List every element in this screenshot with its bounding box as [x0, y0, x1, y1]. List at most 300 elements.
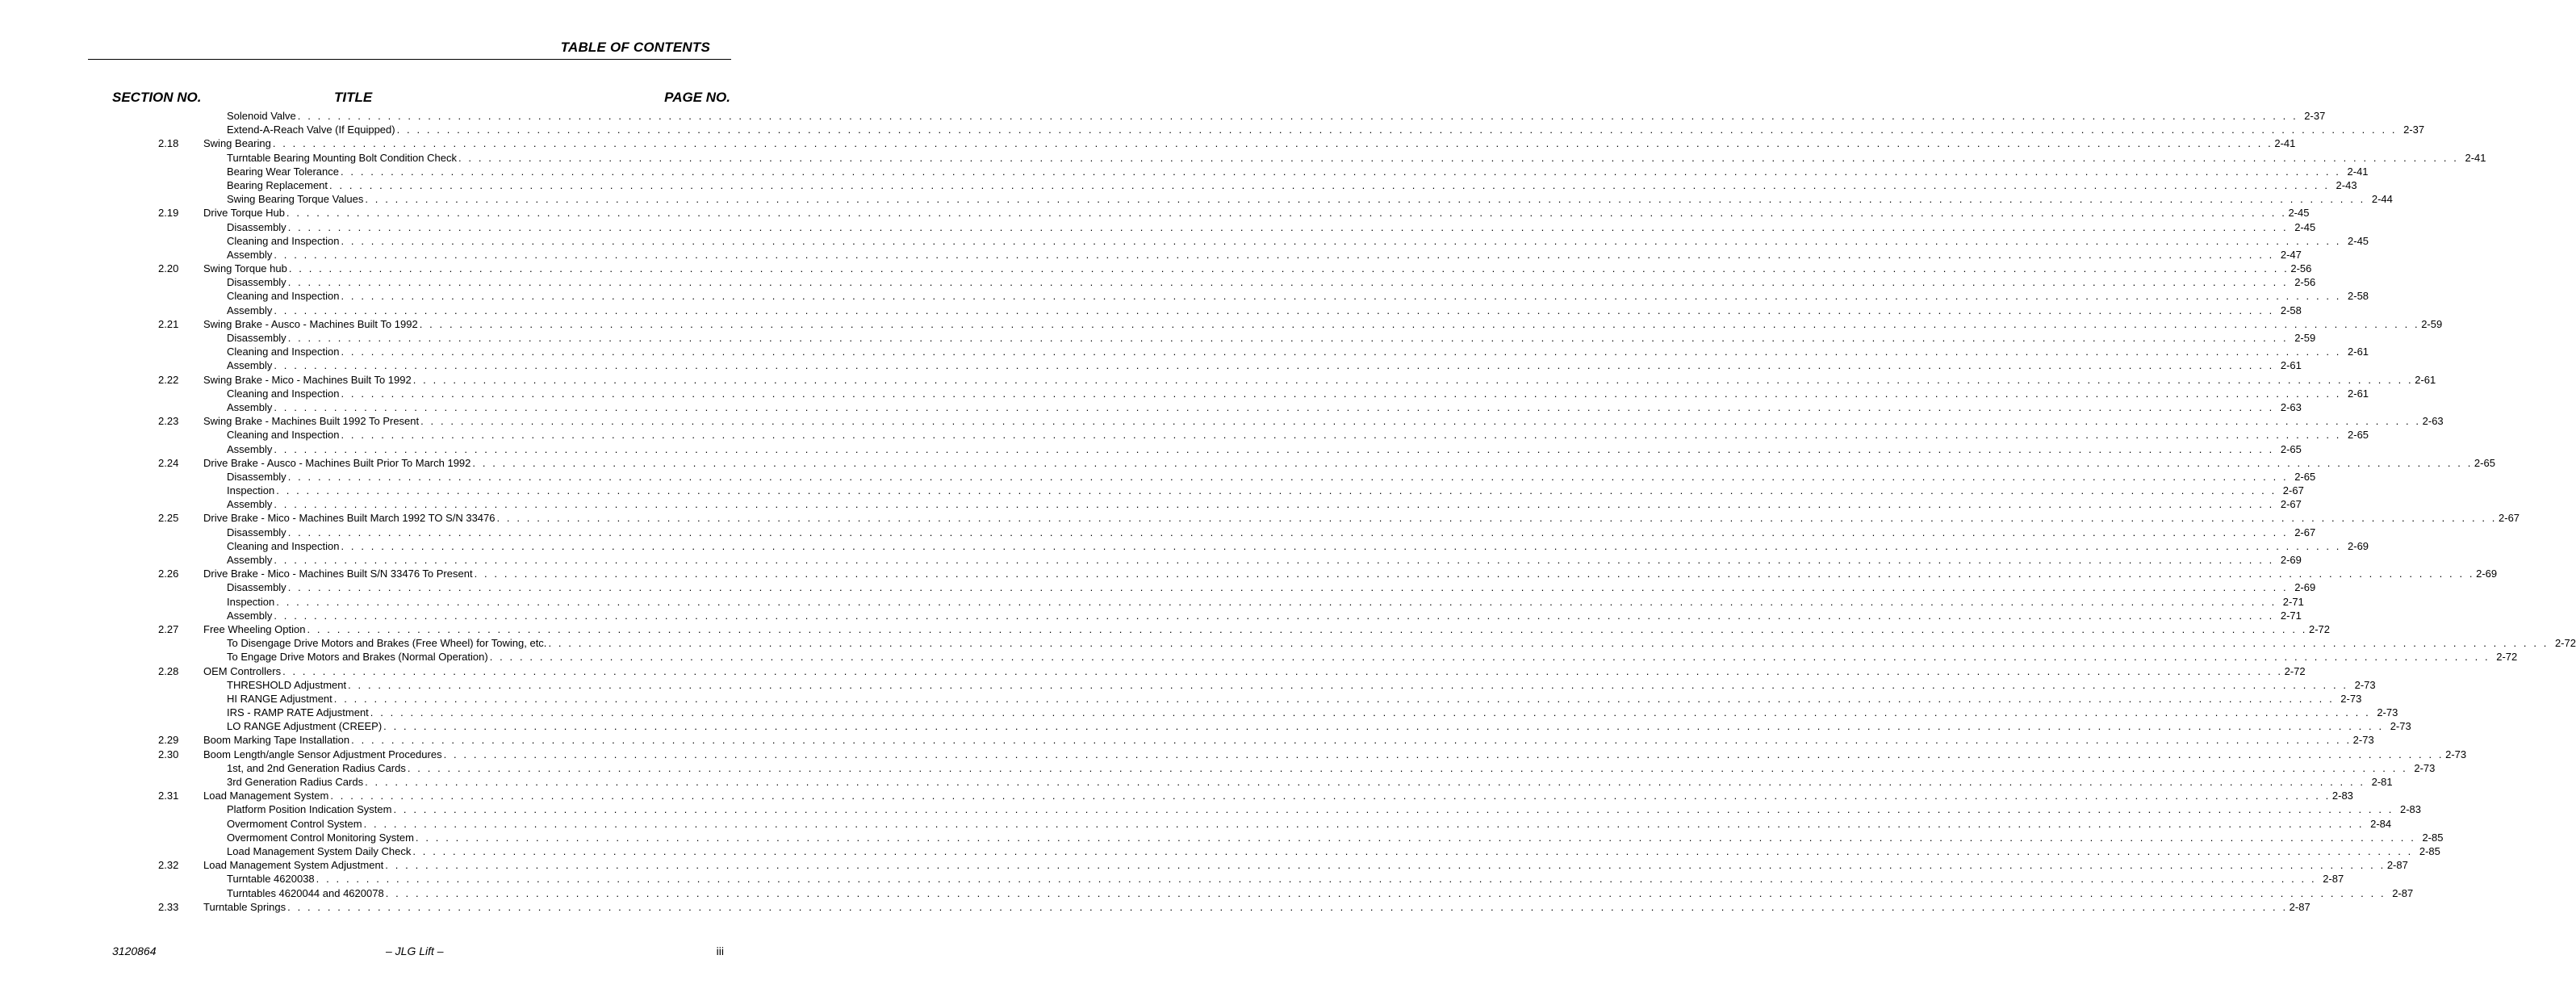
toc-entry[interactable] — [0, 358, 2302, 372]
toc-entry-title: Cleaning and Inspection — [227, 234, 340, 247]
toc-entry[interactable] — [0, 109, 2326, 123]
toc-page-number: 2-87 — [2289, 900, 2310, 913]
toc-section-number: 2.27 — [158, 622, 179, 635]
toc-entry-title: Swing Bearing Torque Values — [227, 193, 364, 206]
dot-leader: . . . . . . . . . . . . . . . . . . . . . . . . . . . . . . . . . . . . . . . . . . . . . . . . . . . . . . . . . . . . . . . . . . . . . . . . . . . . . . . . . . . . . . . . . . . . . . . . . . . . . . . . . . . . . . . . . . . . . . . . . . . . . . . . . . . . . . . . . . . . . . . . . . . . . . . . . . . . . . . . . . . . . . . . . . . . . . . . . . . . . . . . . . . . . . . . . . . . . . . . — [548, 637, 2549, 650]
dot-leader: . . . . . . . . . . . . . . . . . . . . . . . . . . . . . . . . . . . . . . . . . . . . . . . . . . . . . . . . . . . . . . . . . . . . . . . . . . . . . . . . . . . . . . . . . . . . . . . . . . . . . . . . . . . . . . . . . . . . . . . . . . . . . . . . . . . . . . . . . . . . . . . . . . . . . . . . . . . . . . . . . . . . . . . . . . . . . . . . . . . . . . . . . . . . . . . . . . . . . . . . — [274, 248, 2274, 261]
toc-entry-line — [203, 622, 2330, 636]
toc-entry-line — [227, 580, 2316, 594]
toc-page-number: 2-69 — [2294, 581, 2316, 594]
dot-leader: . . . . . . . . . . . . . . . . . . . . . . . . . . . . . . . . . . . . . . . . . . . . . . . . . . . . . . . . . . . . . . . . . . . . . . . . . . . . . . . . . . . . . . . . . . . . . . . . . . . . . . . . . . . . . . . . . . . . . . . . . . . . . . . . . . . . . . . . . . . . . . . . . . . . . . . . . . . . . . . . . . . . . . . . . . . . . . . . . . . . . . . . . . . . . . . . . . . . . . . . — [276, 484, 2277, 497]
toc-entry[interactable] — [0, 789, 2353, 802]
dot-leader: . . . . . . . . . . . . . . . . . . . . . . . . . . . . . . . . . . . . . . . . . . . . . . . . . . . . . . . . . . . . . . . . . . . . . . . . . . . . . . . . . . . . . . . . . . . . . . . . . . . . . . . . . . . . . . . . . . . . . . . . . . . . . . . . . . . . . . . . . . . . . . . . . . . . . . . . . . . . . . . . . . . . . . . . . . . . . . . . . . . . . . . . . . . . . . . . . . . . . . . . — [287, 332, 2289, 344]
toc-section-number: 2.30 — [158, 748, 179, 760]
toc-entry[interactable] — [0, 844, 2440, 858]
toc-page-number: 2-73 — [2414, 761, 2436, 774]
toc-entry[interactable] — [0, 248, 2302, 262]
toc-entry-title: Extend-A-Reach Valve (If Equipped) — [227, 124, 395, 136]
toc-entry-title: Assembly — [227, 248, 273, 261]
toc-page-number: 2-73 — [2340, 692, 2362, 705]
toc-page-number: 2-73 — [2377, 706, 2398, 719]
toc-page-number: 2-45 — [2294, 220, 2316, 233]
toc-entry-title: Turntable Bearing Mounting Bolt Condition Check — [227, 151, 457, 164]
toc-entry[interactable] — [0, 220, 2316, 234]
toc-entry[interactable] — [0, 151, 2486, 165]
toc-page-number: 2-67 — [2294, 526, 2316, 538]
toc-page-number: 2-58 — [2348, 290, 2369, 303]
toc-entry[interactable] — [0, 442, 2302, 456]
toc-entry[interactable] — [0, 206, 2310, 220]
toc-entry[interactable] — [0, 234, 2369, 248]
toc-entry[interactable] — [0, 802, 2422, 816]
toc-page-number: 2-41 — [2347, 165, 2369, 178]
toc-page-number: 2-73 — [2445, 748, 2467, 760]
toc-entry-line — [227, 234, 2369, 248]
toc-entry[interactable] — [0, 456, 2495, 470]
toc-page-number: 2-72 — [2554, 637, 2576, 650]
toc-entry[interactable] — [0, 664, 2306, 678]
toc-page-number: 2-65 — [2294, 470, 2316, 483]
toc-entry-line — [227, 595, 2304, 609]
dot-leader: . . . . . . . . . . . . . . . . . . . . . . . . . . . . . . . . . . . . . . . . . . . . . . . . . . . . . . . . . . . . . . . . . . . . . . . . . . . . . . . . . . . . . . . . . . . . . . . . . . . . . . . . . . . . . . . . . . . . . . . . . . . . . . . . . . . . . . . . . . . . . . . . . . . . . . . . . . . . . . . . . . . . . . . . . . . . . . . . . . . . . . . . . . . . . . . . . . . . . . . . — [412, 844, 2413, 857]
toc-entry-title: Load Management System — [203, 790, 329, 802]
toc-entry-title: Assembly — [227, 400, 273, 413]
toc-page-number: 2-85 — [2419, 844, 2440, 857]
dot-leader: . . . . . . . . . . . . . . . . . . . . . . . . . . . . . . . . . . . . . . . . . . . . . . . . . . . . . . . . . . . . . . . . . . . . . . . . . . . . . . . . . . . . . . . . . . . . . . . . . . . . . . . . . . . . . . . . . . . . . . . . . . . . . . . . . . . . . . . . . . . . . . . . . . . . . . . . . . . . . . . . . . . . . . . . . . . . . . . . . . . . . . . . . . . . . . . . . . . . . . . . — [458, 151, 2459, 164]
dot-leader: . . . . . . . . . . . . . . . . . . . . . . . . . . . . . . . . . . . . . . . . . . . . . . . . . . . . . . . . . . . . . . . . . . . . . . . . . . . . . . . . . . . . . . . . . . . . . . . . . . . . . . . . . . . . . . . . . . . . . . . . . . . . . . . . . . . . . . . . . . . . . . . . . . . . . . . . . . . . . . . . . . . . . . . . . . . . . . . . . . . . . . . . . . . . . . . . . . . . . . . . — [419, 317, 2420, 330]
toc-entry-title: Cleaning and Inspection — [227, 429, 340, 442]
toc-page-number: 2-56 — [2290, 262, 2312, 275]
toc-page-number: 2-37 — [2304, 110, 2326, 122]
dot-leader: . . . . . . . . . . . . . . . . . . . . . . . . . . . . . . . . . . . . . . . . . . . . . . . . . . . . . . . . . . . . . . . . . . . . . . . . . . . . . . . . . . . . . . . . . . . . . . . . . . . . . . . . . . . . . . . . . . . . . . . . . . . . . . . . . . . . . . . . . . . . . . . . . . . . . . . . . . . . . . . . . . . . . . . . . . . . . . . . . . . . . . . . . . . . . . . . . . . . . . . . — [274, 554, 2274, 566]
toc-page-number: 2-73 — [2354, 678, 2376, 691]
toc-entry[interactable] — [0, 331, 2316, 345]
toc-entry-line — [203, 733, 2374, 747]
toc-entry-title: 1st, and 2nd Generation Radius Cards — [227, 761, 406, 774]
toc-entry-title: Assembly — [227, 359, 273, 372]
toc-entry-title: Cleaning and Inspection — [227, 290, 340, 303]
toc-entry-title: THRESHOLD Adjustment — [227, 678, 347, 691]
toc-page-number: 2-61 — [2348, 346, 2369, 358]
toc-entry-line — [203, 317, 2443, 331]
dot-leader: . . . . . . . . . . . . . . . . . . . . . . . . . . . . . . . . . . . . . . . . . . . . . . . . . . . . . . . . . . . . . . . . . . . . . . . . . . . . . . . . . . . . . . . . . . . . . . . . . . . . . . . . . . . . . . . . . . . . . . . . . . . . . . . . . . . . . . . . . . . . . . . . . . . . . . . . . . . . . . . . . . . . . . . . . . . . . . . . . . . . . . . . . . . . . . . . . . . . . . . . — [412, 373, 2414, 386]
toc-page-number: 2-72 — [2284, 664, 2306, 677]
dot-leader: . . . . . . . . . . . . . . . . . . . . . . . . . . . . . . . . . . . . . . . . . . . . . . . . . . . . . . . . . . . . . . . . . . . . . . . . . . . . . . . . . . . . . . . . . . . . . . . . . . . . . . . . . . . . . . . . . . . . . . . . . . . . . . . . . . . . . . . . . . . . . . . . . . . . . . . . . . . . . . . . . . . . . . . . . . . . . . . . . . . . . . . . . . . . . . . . . . . . . . . . — [274, 442, 2274, 455]
dot-leader: . . . . . . . . . . . . . . . . . . . . . . . . . . . . . . . . . . . . . . . . . . . . . . . . . . . . . . . . . . . . . . . . . . . . . . . . . . . . . . . . . . . . . . . . . . . . . . . . . . . . . . . . . . . . . . . . . . . . . . . . . . . . . . . . . . . . . . . . . . . . . . . . . . . . . . . . . . . . . . . . . . . . . . . . . . . . . . . . . . . . . . . . . . . . . . . . . . . . . . . . — [272, 137, 2273, 150]
toc-entry-line — [227, 678, 2376, 692]
toc-page-number: 2-87 — [2392, 886, 2414, 899]
toc-page-number: 2-71 — [2282, 595, 2304, 608]
toc-entry[interactable] — [0, 400, 2302, 414]
toc-entry-title: Drive Brake - Ausco - Machines Built Prior To March 1992 — [203, 456, 471, 469]
toc-page-number: 2-43 — [2336, 178, 2357, 191]
toc-page-number: 2-41 — [2465, 151, 2486, 164]
dot-leader: . . . . . . . . . . . . . . . . . . . . . . . . . . . . . . . . . . . . . . . . . . . . . . . . . . . . . . . . . . . . . . . . . . . . . . . . . . . . . . . . . . . . . . . . . . . . . . . . . . . . . . . . . . . . . . . . . . . . . . . . . . . . . . . . . . . . . . . . . . . . . . . . . . . . . . . . . . . . . . . . . . . . . . . . . . . . . . . . . . . . . . . . . . . . . . . . . . . . . . . . — [274, 304, 2274, 316]
toc-entry-title: Inspection — [227, 595, 275, 608]
dot-leader: . . . . . . . . . . . . . . . . . . . . . . . . . . . . . . . . . . . . . . . . . . . . . . . . . . . . . . . . . . . . . . . . . . . . . . . . . . . . . . . . . . . . . . . . . . . . . . . . . . . . . . . . . . . . . . . . . . . . . . . . . . . . . . . . . . . . . . . . . . . . . . . . . . . . . . . . . . . . . . . . . . . . . . . . . . . . . . . . . . . . . . . . . . . . . . . . . . . . . . . . — [415, 831, 2416, 844]
toc-entry[interactable] — [0, 567, 2498, 580]
toc-entry-line — [203, 511, 2520, 525]
toc-entry[interactable] — [0, 428, 2369, 442]
toc-entry-title: Swing Brake - Machines Built 1992 To Present — [203, 415, 420, 428]
toc-entry-line — [227, 400, 2302, 414]
toc-entry[interactable] — [0, 192, 2393, 206]
dot-leader: . . . . . . . . . . . . . . . . . . . . . . . . . . . . . . . . . . . . . . . . . . . . . . . . . . . . . . . . . . . . . . . . . . . . . . . . . . . . . . . . . . . . . . . . . . . . . . . . . . . . . . . . . . . . . . . . . . . . . . . . . . . . . . . . . . . . . . . . . . . . . . . . . . . . . . . . . . . . . . . . . . . . . . . . . . . . . . . . . . . . . . . . . . . . . . . . . . . . . . . . — [341, 165, 2341, 178]
toc-entry[interactable] — [0, 872, 2344, 886]
toc-entry-line — [227, 151, 2486, 165]
toc-page-number: 2-67 — [2280, 498, 2302, 511]
toc-entry-line — [227, 553, 2302, 567]
toc-page-number: 2-65 — [2280, 442, 2302, 455]
dot-leader: . . . . . . . . . . . . . . . . . . . . . . . . . . . . . . . . . . . . . . . . . . . . . . . . . . . . . . . . . . . . . . . . . . . . . . . . . . . . . . . . . . . . . . . . . . . . . . . . . . . . . . . . . . . . . . . . . . . . . . . . . . . . . . . . . . . . . . . . . . . . . . . . . . . . . . . . . . . . . . . . . . . . . . . . . . . . . . . . . . . . . . . . . . . . . . . . . . . . . . . . — [341, 234, 2342, 247]
toc-entry-title: Load Management System Adjustment — [203, 859, 384, 872]
toc-page-number: 2-44 — [2371, 193, 2393, 206]
toc-page-number: 2-73 — [2390, 720, 2411, 733]
toc-entry[interactable] — [0, 484, 2304, 497]
toc-page-number: 2-56 — [2294, 276, 2316, 289]
toc-entry-line — [227, 539, 2369, 553]
toc-entry[interactable] — [0, 165, 2369, 178]
toc-section-number: 2.25 — [158, 512, 179, 525]
toc-entry-title: Cleaning and Inspection — [227, 346, 340, 358]
toc-entry-title: Turntable Springs — [203, 900, 286, 913]
toc-entry-line — [203, 789, 2353, 802]
toc-entry[interactable] — [0, 387, 2369, 400]
toc-entry-title: Disassembly — [227, 220, 286, 233]
toc-entry-line — [227, 331, 2316, 345]
toc-entry-line — [227, 497, 2302, 511]
toc-page-number: 2-72 — [2308, 622, 2330, 635]
toc-page-number: 2-71 — [2280, 609, 2302, 622]
page-header-title: TABLE OF CONTENTS — [560, 40, 710, 55]
toc-entry-title: Disassembly — [227, 526, 286, 538]
toc-entry-line — [227, 636, 2576, 650]
toc-entry-line — [227, 442, 2302, 456]
toc-entry-title: Solenoid Valve — [227, 110, 296, 122]
toc-entry-line — [203, 664, 2306, 678]
toc-entry[interactable] — [0, 650, 2518, 664]
toc-entry-line — [203, 414, 2444, 428]
toc-page-number: 2-59 — [2421, 317, 2443, 330]
dot-leader: . . . . . . . . . . . . . . . . . . . . . . . . . . . . . . . . . . . . . . . . . . . . . . . . . . . . . . . . . . . . . . . . . . . . . . . . . . . . . . . . . . . . . . . . . . . . . . . . . . . . . . . . . . . . . . . . . . . . . . . . . . . . . . . . . . . . . . . . . . . . . . . . . . . . . . . . . . . . . . . . . . . . . . . . . . . . . . . . . . . . . . . . . . . . . . . . . . . . . . . . — [274, 609, 2274, 622]
footer-doc-number: 3120864 — [112, 945, 157, 957]
toc-entry-line — [203, 858, 2408, 872]
toc-entry-title: Platform Position Indication System — [227, 803, 392, 816]
toc-entry[interactable] — [0, 678, 2376, 692]
toc-entry-line — [203, 567, 2498, 580]
toc-entry-line — [227, 817, 2392, 831]
toc-entry-title: Swing Bearing — [203, 137, 271, 150]
toc-entry-line — [203, 206, 2310, 220]
dot-leader: . . . . . . . . . . . . . . . . . . . . . . . . . . . . . . . . . . . . . . . . . . . . . . . . . . . . . . . . . . . . . . . . . . . . . . . . . . . . . . . . . . . . . . . . . . . . . . . . . . . . . . . . . . . . . . . . . . . . . . . . . . . . . . . . . . . . . . . . . . . . . . . . . . . . . . . . . . . . . . . . . . . . . . . . . . . . . . . . . . . . . . . . . . . . . . . . . . . . . . . . — [496, 512, 2498, 525]
toc-entry[interactable] — [0, 817, 2392, 831]
toc-section-number: 2.33 — [158, 900, 179, 913]
toc-page-number: 2-45 — [2348, 234, 2369, 247]
toc-entry[interactable] — [0, 304, 2302, 317]
toc-entry-line — [227, 345, 2369, 358]
toc-page-number: 2-87 — [2386, 859, 2408, 872]
toc-page-number: 2-65 — [2474, 456, 2495, 469]
toc-entry-title: IRS - RAMP RATE Adjustment — [227, 706, 369, 719]
toc-entry-line — [227, 761, 2436, 775]
dot-leader: . . . . . . . . . . . . . . . . . . . . . . . . . . . . . . . . . . . . . . . . . . . . . . . . . . . . . . . . . . . . . . . . . . . . . . . . . . . . . . . . . . . . . . . . . . . . . . . . . . . . . . . . . . . . . . . . . . . . . . . . . . . . . . . . . . . . . . . . . . . . . . . . . . . . . . . . . . . . . . . . . . . . . . . . . . . . . . . . . . . . . . . . . . . . . . . . . . . . . . . . — [396, 124, 2398, 136]
toc-page-number: 2-63 — [2422, 415, 2444, 428]
toc-entry[interactable] — [0, 595, 2304, 609]
dot-leader: . . . . . . . . . . . . . . . . . . . . . . . . . . . . . . . . . . . . . . . . . . . . . . . . . . . . . . . . . . . . . . . . . . . . . . . . . . . . . . . . . . . . . . . . . . . . . . . . . . . . . . . . . . . . . . . . . . . . . . . . . . . . . . . . . . . . . . . . . . . . . . . . . . . . . . . . . . . . . . . . . . . . . . . . . . . . . . . . . . . . . . . . . . . . . . . . . . . . . . . . — [341, 429, 2342, 442]
toc-page-number: 2-83 — [2331, 790, 2353, 802]
toc-entry[interactable] — [0, 262, 2312, 275]
toc-page-number: 2-67 — [2282, 484, 2304, 497]
toc-entry-line — [227, 428, 2369, 442]
dot-leader: . . . . . . . . . . . . . . . . . . . . . . . . . . . . . . . . . . . . . . . . . . . . . . . . . . . . . . . . . . . . . . . . . . . . . . . . . . . . . . . . . . . . . . . . . . . . . . . . . . . . . . . . . . . . . . . . . . . . . . . . . . . . . . . . . . . . . . . . . . . . . . . . . . . . . . . . . . . . . . . . . . . . . . . . . . . . . . . . . . . . . . . . . . . . . . . . . . . . . . . . — [287, 581, 2289, 594]
toc-entry[interactable] — [0, 706, 2398, 719]
toc-section-number: 2.32 — [158, 859, 179, 872]
toc-entry-line — [227, 178, 2357, 192]
dot-leader: . . . . . . . . . . . . . . . . . . . . . . . . . . . . . . . . . . . . . . . . . . . . . . . . . . . . . . . . . . . . . . . . . . . . . . . . . . . . . . . . . . . . . . . . . . . . . . . . . . . . . . . . . . . . . . . . . . . . . . . . . . . . . . . . . . . . . . . . . . . . . . . . . . . . . . . . . . . . . . . . . . . . . . . . . . . . . . . . . . . . . . . . . . . . . . . . . . . . . . . . — [274, 359, 2274, 372]
toc-entry-title: Disassembly — [227, 276, 286, 289]
toc-entry-line — [227, 289, 2369, 303]
toc-entry[interactable] — [0, 748, 2467, 761]
toc-entry-title: Swing Brake - Mico - Machines Built To 1992 — [203, 373, 412, 386]
toc-entry-line — [227, 358, 2302, 372]
footer-brand: – JLG Lift – — [386, 945, 444, 957]
toc-entry-title: Assembly — [227, 498, 273, 511]
toc-entry-title: Overmoment Control Monitoring System — [227, 831, 414, 844]
toc-list — [0, 109, 2576, 914]
toc-page-number: 2-72 — [2496, 651, 2518, 664]
toc-entry-line — [227, 802, 2422, 816]
dot-leader: . . . . . . . . . . . . . . . . . . . . . . . . . . . . . . . . . . . . . . . . . . . . . . . . . . . . . . . . . . . . . . . . . . . . . . . . . . . . . . . . . . . . . . . . . . . . . . . . . . . . . . . . . . . . . . . . . . . . . . . . . . . . . . . . . . . . . . . . . . . . . . . . . . . . . . . . . . . . . . . . . . . . . . . . . . . . . . . . . . . . . . . . . . . . . . . . . . . . . . . . — [287, 526, 2289, 538]
toc-entry-title: Drive Brake - Mico - Machines Built March 1992 TO S/N 33476 — [203, 512, 496, 525]
toc-entry-title: Disassembly — [227, 470, 286, 483]
toc-entry-title: Turntable 4620038 — [227, 873, 315, 886]
toc-entry[interactable] — [0, 136, 2296, 150]
toc-entry[interactable] — [0, 317, 2443, 331]
toc-entry[interactable] — [0, 636, 2576, 650]
toc-entry-line — [227, 692, 2362, 706]
toc-page-number: 2-45 — [2288, 207, 2310, 220]
toc-entry-line — [227, 470, 2316, 484]
toc-entry-title: Inspection — [227, 484, 275, 497]
toc-entry-title: Assembly — [227, 554, 273, 566]
toc-entry-title: Assembly — [227, 304, 273, 316]
toc-page-number: 2-69 — [2348, 539, 2369, 552]
dot-leader: . . . . . . . . . . . . . . . . . . . . . . . . . . . . . . . . . . . . . . . . . . . . . . . . . . . . . . . . . . . . . . . . . . . . . . . . . . . . . . . . . . . . . . . . . . . . . . . . . . . . . . . . . . . . . . . . . . . . . . . . . . . . . . . . . . . . . . . . . . . . . . . . . . . . . . . . . . . . . . . . . . . . . . . . . . . . . . . . . . . . . . . . . . . . . . . . . . . . . . . . — [363, 817, 2365, 830]
toc-entry-line — [227, 526, 2316, 539]
toc-entry-line — [227, 123, 2425, 136]
toc-section-number: 2.26 — [158, 568, 179, 580]
toc-entry-line — [227, 886, 2414, 900]
toc-entry[interactable] — [0, 178, 2357, 192]
dot-leader: . . . . . . . . . . . . . . . . . . . . . . . . . . . . . . . . . . . . . . . . . . . . . . . . . . . . . . . . . . . . . . . . . . . . . . . . . . . . . . . . . . . . . . . . . . . . . . . . . . . . . . . . . . . . . . . . . . . . . . . . . . . . . . . . . . . . . . . . . . . . . . . . . . . . . . . . . . . . . . . . . . . . . . . . . . . . . . . . . . . . . . . . . . . . . . . . . . . . . . . . — [297, 110, 2298, 122]
toc-entry[interactable] — [0, 692, 2362, 706]
dot-leader: . . . . . . . . . . . . . . . . . . . . . . . . . . . . . . . . . . . . . . . . . . . . . . . . . . . . . . . . . . . . . . . . . . . . . . . . . . . . . . . . . . . . . . . . . . . . . . . . . . . . . . . . . . . . . . . . . . . . . . . . . . . . . . . . . . . . . . . . . . . . . . . . . . . . . . . . . . . . . . . . . . . . . . . . . . . . . . . . . . . . . . . . . . . . . . . . . . . . . . . . — [341, 539, 2342, 552]
dot-leader: . . . . . . . . . . . . . . . . . . . . . . . . . . . . . . . . . . . . . . . . . . . . . . . . . . . . . . . . . . . . . . . . . . . . . . . . . . . . . . . . . . . . . . . . . . . . . . . . . . . . . . . . . . . . . . . . . . . . . . . . . . . . . . . . . . . . . . . . . . . . . . . . . . . . . . . . . . . . . . . . . . . . . . . . . . . . . . . . . . . . . . . . . . . . . . . . . . . . . . . . — [407, 761, 2408, 774]
dot-leader: . . . . . . . . . . . . . . . . . . . . . . . . . . . . . . . . . . . . . . . . . . . . . . . . . . . . . . . . . . . . . . . . . . . . . . . . . . . . . . . . . . . . . . . . . . . . . . . . . . . . . . . . . . . . . . . . . . . . . . . . . . . . . . . . . . . . . . . . . . . . . . . . . . . . . . . . . . . . . . . . . . . . . . . . . . . . . . . . . . . . . . . . . . . . . . . . . . . . . . . . — [286, 207, 2287, 220]
toc-page-number: 2-67 — [2499, 512, 2520, 525]
dot-leader: . . . . . . . . . . . . . . . . . . . . . . . . . . . . . . . . . . . . . . . . . . . . . . . . . . . . . . . . . . . . . . . . . . . . . . . . . . . . . . . . . . . . . . . . . . . . . . . . . . . . . . . . . . . . . . . . . . . . . . . . . . . . . . . . . . . . . . . . . . . . . . . . . . . . . . . . . . . . . . . . . . . . . . . . . . . . . . . . . . . . . . . . . . . . . . . . . . . . . . . . — [287, 470, 2289, 483]
toc-page-number: 2-83 — [2400, 803, 2422, 816]
toc-entry-title: 3rd Generation Radius Cards — [227, 776, 364, 788]
toc-entry-title: Bearing Wear Tolerance — [227, 165, 339, 178]
toc-entry[interactable] — [0, 345, 2369, 358]
toc-entry-line — [227, 719, 2411, 733]
toc-entry-line — [227, 192, 2393, 206]
toc-entry-title: Boom Length/angle Sensor Adjustment Procedures — [203, 748, 442, 760]
toc-entry[interactable] — [0, 622, 2330, 636]
dot-leader: . . . . . . . . . . . . . . . . . . . . . . . . . . . . . . . . . . . . . . . . . . . . . . . . . . . . . . . . . . . . . . . . . . . . . . . . . . . . . . . . . . . . . . . . . . . . . . . . . . . . . . . . . . . . . . . . . . . . . . . . . . . . . . . . . . . . . . . . . . . . . . . . . . . . . . . . . . . . . . . . . . . . . . . . . . . . . . . . . . . . . . . . . . . . . . . . . . . . . . . . — [341, 346, 2342, 358]
toc-entry-title: Cleaning and Inspection — [227, 387, 340, 400]
dot-leader: . . . . . . . . . . . . . . . . . . . . . . . . . . . . . . . . . . . . . . . . . . . . . . . . . . . . . . . . . . . . . . . . . . . . . . . . . . . . . . . . . . . . . . . . . . . . . . . . . . . . . . . . . . . . . . . . . . . . . . . . . . . . . . . . . . . . . . . . . . . . . . . . . . . . . . . . . . . . . . . . . . . . . . . . . . . . . . . . . . . . . . . . . . . . . . . . . . . . . . . . — [365, 193, 2365, 206]
toc-entry-line — [227, 248, 2302, 262]
toc-entry-line — [227, 387, 2369, 400]
dot-leader: . . . . . . . . . . . . . . . . . . . . . . . . . . . . . . . . . . . . . . . . . . . . . . . . . . . . . . . . . . . . . . . . . . . . . . . . . . . . . . . . . . . . . . . . . . . . . . . . . . . . . . . . . . . . . . . . . . . . . . . . . . . . . . . . . . . . . . . . . . . . . . . . . . . . . . . . . . . . . . . . . . . . . . . . . . . . . . . . . . . . . . . . . . . . . . . . . . . . . . . . — [341, 290, 2342, 303]
toc-entry-line — [227, 275, 2316, 289]
toc-entry[interactable] — [0, 553, 2302, 567]
toc-page-number: 2-73 — [2352, 734, 2374, 747]
dot-leader: . . . . . . . . . . . . . . . . . . . . . . . . . . . . . . . . . . . . . . . . . . . . . . . . . . . . . . . . . . . . . . . . . . . . . . . . . . . . . . . . . . . . . . . . . . . . . . . . . . . . . . . . . . . . . . . . . . . . . . . . . . . . . . . . . . . . . . . . . . . . . . . . . . . . . . . . . . . . . . . . . . . . . . . . . . . . . . . . . . . . . . . . . . . . . . . . . . . . . . . . — [316, 873, 2317, 886]
dot-leader: . . . . . . . . . . . . . . . . . . . . . . . . . . . . . . . . . . . . . . . . . . . . . . . . . . . . . . . . . . . . . . . . . . . . . . . . . . . . . . . . . . . . . . . . . . . . . . . . . . . . . . . . . . . . . . . . . . . . . . . . . . . . . . . . . . . . . . . . . . . . . . . . . . . . . . . . . . . . . . . . . . . . . . . . . . . . . . . . . . . . . . . . . . . . . . . . . . . . . . . . — [370, 706, 2371, 719]
toc-page-number: 2-81 — [2371, 776, 2393, 788]
toc-entry[interactable] — [0, 761, 2436, 775]
dot-leader: . . . . . . . . . . . . . . . . . . . . . . . . . . . . . . . . . . . . . . . . . . . . . . . . . . . . . . . . . . . . . . . . . . . . . . . . . . . . . . . . . . . . . . . . . . . . . . . . . . . . . . . . . . . . . . . . . . . . . . . . . . . . . . . . . . . . . . . . . . . . . . . . . . . . . . . . . . . . . . . . . . . . . . . . . . . . . . . . . . . . . . . . . . . . . . . . . . . . . . . . — [393, 803, 2394, 816]
toc-entry[interactable] — [0, 497, 2302, 511]
toc-entry[interactable] — [0, 719, 2411, 733]
toc-entry-line — [227, 706, 2398, 719]
toc-page-number: 2-58 — [2280, 304, 2302, 316]
toc-page-number: 2-69 — [2476, 568, 2498, 580]
toc-entry-line — [227, 609, 2302, 622]
dot-leader: . . . . . . . . . . . . . . . . . . . . . . . . . . . . . . . . . . . . . . . . . . . . . . . . . . . . . . . . . . . . . . . . . . . . . . . . . . . . . . . . . . . . . . . . . . . . . . . . . . . . . . . . . . . . . . . . . . . . . . . . . . . . . . . . . . . . . . . . . . . . . . . . . . . . . . . . . . . . . . . . . . . . . . . . . . . . . . . . . . . . . . . . . . . . . . . . . . . . . . . . — [383, 720, 2384, 733]
footer-page-number: iii — [716, 945, 724, 957]
toc-section-number: 2.29 — [158, 734, 179, 747]
toc-page-number: 2-59 — [2294, 332, 2316, 344]
toc-entry[interactable] — [0, 886, 2414, 900]
dot-leader: . . . . . . . . . . . . . . . . . . . . . . . . . . . . . . . . . . . . . . . . . . . . . . . . . . . . . . . . . . . . . . . . . . . . . . . . . . . . . . . . . . . . . . . . . . . . . . . . . . . . . . . . . . . . . . . . . . . . . . . . . . . . . . . . . . . . . . . . . . . . . . . . . . . . . . . . . . . . . . . . . . . . . . . . . . . . . . . . . . . . . . . . . . . . . . . . . . . . . . . . — [333, 692, 2335, 705]
toc-entry-title: Disassembly — [227, 581, 286, 594]
toc-section-number: 2.23 — [158, 415, 179, 428]
toc-entry[interactable] — [0, 900, 2310, 914]
toc-page-number: 2-37 — [2403, 124, 2425, 136]
toc-entry-line — [227, 109, 2326, 123]
toc-page-number: 2-85 — [2422, 831, 2444, 844]
toc-entry[interactable] — [0, 123, 2425, 136]
toc-entry[interactable] — [0, 289, 2369, 303]
toc-entry-title: Swing Torque hub — [203, 262, 287, 275]
toc-entry-title: Disassembly — [227, 332, 286, 344]
toc-entry-line — [227, 844, 2440, 858]
toc-entry[interactable] — [0, 831, 2444, 844]
toc-page-number: 2-61 — [2348, 387, 2369, 400]
toc-entry[interactable] — [0, 373, 2436, 387]
toc-entry-line — [203, 456, 2495, 470]
column-heading-title: TITLE — [334, 90, 373, 105]
toc-entry[interactable] — [0, 733, 2374, 747]
toc-entry-line — [203, 373, 2436, 387]
dot-leader: . . . . . . . . . . . . . . . . . . . . . . . . . . . . . . . . . . . . . . . . . . . . . . . . . . . . . . . . . . . . . . . . . . . . . . . . . . . . . . . . . . . . . . . . . . . . . . . . . . . . . . . . . . . . . . . . . . . . . . . . . . . . . . . . . . . . . . . . . . . . . . . . . . . . . . . . . . . . . . . . . . . . . . . . . . . . . . . . . . . . . . . . . . . . . . . . . . . . . . . . — [307, 622, 2307, 635]
toc-entry-title: Drive Torque Hub — [203, 207, 285, 220]
toc-page-number: 2-63 — [2280, 400, 2302, 413]
toc-entry-title: To Engage Drive Motors and Brakes (Normal Operation) — [227, 651, 488, 664]
toc-entry-title: Overmoment Control System — [227, 817, 362, 830]
toc-section-number: 2.18 — [158, 137, 179, 150]
toc-entry-line — [227, 872, 2344, 886]
dot-leader: . . . . . . . . . . . . . . . . . . . . . . . . . . . . . . . . . . . . . . . . . . . . . . . . . . . . . . . . . . . . . . . . . . . . . . . . . . . . . . . . . . . . . . . . . . . . . . . . . . . . . . . . . . . . . . . . . . . . . . . . . . . . . . . . . . . . . . . . . . . . . . . . . . . . . . . . . . . . . . . . . . . . . . . . . . . . . . . . . . . . . . . . . . . . . . . . . . . . . . . . — [348, 678, 2348, 691]
dot-leader: . . . . . . . . . . . . . . . . . . . . . . . . . . . . . . . . . . . . . . . . . . . . . . . . . . . . . . . . . . . . . . . . . . . . . . . . . . . . . . . . . . . . . . . . . . . . . . . . . . . . . . . . . . . . . . . . . . . . . . . . . . . . . . . . . . . . . . . . . . . . . . . . . . . . . . . . . . . . . . . . . . . . . . . . . . . . . . . . . . . . . . . . . . . . . . . . . . . . . . . . — [489, 651, 2490, 664]
toc-entry[interactable] — [0, 526, 2316, 539]
toc-entry-line — [227, 165, 2369, 178]
toc-entry[interactable] — [0, 470, 2316, 484]
toc-entry-title: OEM Controllers — [203, 664, 282, 677]
toc-entry-line — [227, 220, 2316, 234]
toc-entry[interactable] — [0, 775, 2393, 789]
dot-leader: . . . . . . . . . . . . . . . . . . . . . . . . . . . . . . . . . . . . . . . . . . . . . . . . . . . . . . . . . . . . . . . . . . . . . . . . . . . . . . . . . . . . . . . . . . . . . . . . . . . . . . . . . . . . . . . . . . . . . . . . . . . . . . . . . . . . . . . . . . . . . . . . . . . . . . . . . . . . . . . . . . . . . . . . . . . . . . . . . . . . . . . . . . . . . . . . . . . . . . . . — [443, 748, 2444, 760]
toc-entry-title: Cleaning and Inspection — [227, 539, 340, 552]
toc-page-number: 2-65 — [2348, 429, 2369, 442]
toc-entry-line — [227, 831, 2444, 844]
toc-entry[interactable] — [0, 414, 2444, 428]
toc-entry-line — [227, 484, 2304, 497]
toc-entry-title: Free Wheeling Option — [203, 622, 306, 635]
toc-entry-line — [203, 136, 2296, 150]
toc-entry[interactable] — [0, 275, 2316, 289]
dot-leader: . . . . . . . . . . . . . . . . . . . . . . . . . . . . . . . . . . . . . . . . . . . . . . . . . . . . . . . . . . . . . . . . . . . . . . . . . . . . . . . . . . . . . . . . . . . . . . . . . . . . . . . . . . . . . . . . . . . . . . . . . . . . . . . . . . . . . . . . . . . . . . . . . . . . . . . . . . . . . . . . . . . . . . . . . . . . . . . . . . . . . . . . . . . . . . . . . . . . . . . . — [472, 456, 2473, 469]
dot-leader: . . . . . . . . . . . . . . . . . . . . . . . . . . . . . . . . . . . . . . . . . . . . . . . . . . . . . . . . . . . . . . . . . . . . . . . . . . . . . . . . . . . . . . . . . . . . . . . . . . . . . . . . . . . . . . . . . . . . . . . . . . . . . . . . . . . . . . . . . . . . . . . . . . . . . . . . . . . . . . . . . . . . . . . . . . . . . . . . . . . . . . . . . . . . . . . . . . . . . . . . — [341, 387, 2342, 400]
toc-page-number: 2-87 — [2323, 873, 2344, 886]
toc-entry[interactable] — [0, 539, 2369, 553]
toc-entry[interactable] — [0, 580, 2316, 594]
dot-leader: . . . . . . . . . . . . . . . . . . . . . . . . . . . . . . . . . . . . . . . . . . . . . . . . . . . . . . . . . . . . . . . . . . . . . . . . . . . . . . . . . . . . . . . . . . . . . . . . . . . . . . . . . . . . . . . . . . . . . . . . . . . . . . . . . . . . . . . . . . . . . . . . . . . . . . . . . . . . . . . . . . . . . . . . . . . . . . . . . . . . . . . . . . . . . . . . . . . . . . . . — [385, 886, 2386, 899]
toc-entry[interactable] — [0, 609, 2302, 622]
toc-entry[interactable] — [0, 858, 2408, 872]
dot-leader: . . . . . . . . . . . . . . . . . . . . . . . . . . . . . . . . . . . . . . . . . . . . . . . . . . . . . . . . . . . . . . . . . . . . . . . . . . . . . . . . . . . . . . . . . . . . . . . . . . . . . . . . . . . . . . . . . . . . . . . . . . . . . . . . . . . . . . . . . . . . . . . . . . . . . . . . . . . . . . . . . . . . . . . . . . . . . . . . . . . . . . . . . . . . . . . . . . . . . . . . — [420, 415, 2421, 428]
toc-page-number: 2-47 — [2280, 248, 2302, 261]
toc-entry-line — [203, 262, 2312, 275]
toc-entry-title: Bearing Replacement — [227, 178, 328, 191]
dot-leader: . . . . . . . . . . . . . . . . . . . . . . . . . . . . . . . . . . . . . . . . . . . . . . . . . . . . . . . . . . . . . . . . . . . . . . . . . . . . . . . . . . . . . . . . . . . . . . . . . . . . . . . . . . . . . . . . . . . . . . . . . . . . . . . . . . . . . . . . . . . . . . . . . . . . . . . . . . . . . . . . . . . . . . . . . . . . . . . . . . . . . . . . . . . . . . . . . . . . . . . . — [474, 568, 2475, 580]
dot-leader: . . . . . . . . . . . . . . . . . . . . . . . . . . . . . . . . . . . . . . . . . . . . . . . . . . . . . . . . . . . . . . . . . . . . . . . . . . . . . . . . . . . . . . . . . . . . . . . . . . . . . . . . . . . . . . . . . . . . . . . . . . . . . . . . . . . . . . . . . . . . . . . . . . . . . . . . . . . . . . . . . . . . . . . . . . . . . . . . . . . . . . . . . . . . . . . . . . . . . . . . — [385, 859, 2386, 872]
toc-entry-line — [203, 748, 2467, 761]
toc-entry-title: Drive Brake - Mico - Machines Built S/N 33476 To Present — [203, 568, 473, 580]
toc-section-number: 2.21 — [158, 317, 179, 330]
toc-section-number: 2.31 — [158, 790, 179, 802]
toc-section-number: 2.28 — [158, 664, 179, 677]
toc-section-number: 2.20 — [158, 262, 179, 275]
dot-leader: . . . . . . . . . . . . . . . . . . . . . . . . . . . . . . . . . . . . . . . . . . . . . . . . . . . . . . . . . . . . . . . . . . . . . . . . . . . . . . . . . . . . . . . . . . . . . . . . . . . . . . . . . . . . . . . . . . . . . . . . . . . . . . . . . . . . . . . . . . . . . . . . . . . . . . . . . . . . . . . . . . . . . . . . . . . . . . . . . . . . . . . . . . . . . . . . . . . . . . . . — [282, 664, 2283, 677]
toc-page-number: 2-61 — [2415, 373, 2436, 386]
toc-entry-title: To Disengage Drive Motors and Brakes (Free Wheel) for Towing, etc. — [227, 637, 547, 650]
toc-entry-title: Assembly — [227, 609, 273, 622]
toc-entry-title: Turntables 4620044 and 4620078 — [227, 886, 384, 899]
toc-entry-title: LO RANGE Adjustment (CREEP) — [227, 720, 383, 733]
toc-page-number: 2-61 — [2280, 359, 2302, 372]
toc-section-number: 2.22 — [158, 373, 179, 386]
dot-leader: . . . . . . . . . . . . . . . . . . . . . . . . . . . . . . . . . . . . . . . . . . . . . . . . . . . . . . . . . . . . . . . . . . . . . . . . . . . . . . . . . . . . . . . . . . . . . . . . . . . . . . . . . . . . . . . . . . . . . . . . . . . . . . . . . . . . . . . . . . . . . . . . . . . . . . . . . . . . . . . . . . . . . . . . . . . . . . . . . . . . . . . . . . . . . . . . . . . . . . . . — [351, 734, 2352, 747]
toc-entry-title: HI RANGE Adjustment — [227, 692, 332, 705]
toc-page-number: 2-84 — [2370, 817, 2392, 830]
toc-entry-title: Swing Brake - Ausco - Machines Built To 1992 — [203, 317, 418, 330]
toc-entry[interactable] — [0, 511, 2520, 525]
column-heading-section: SECTION NO. — [112, 90, 202, 105]
toc-entry-title: Assembly — [227, 442, 273, 455]
toc-entry-line — [227, 650, 2518, 664]
column-heading-page: PAGE NO. — [664, 90, 730, 105]
dot-leader: . . . . . . . . . . . . . . . . . . . . . . . . . . . . . . . . . . . . . . . . . . . . . . . . . . . . . . . . . . . . . . . . . . . . . . . . . . . . . . . . . . . . . . . . . . . . . . . . . . . . . . . . . . . . . . . . . . . . . . . . . . . . . . . . . . . . . . . . . . . . . . . . . . . . . . . . . . . . . . . . . . . . . . . . . . . . . . . . . . . . . . . . . . . . . . . . . . . . . . . . — [329, 178, 2330, 191]
toc-entry-title: Load Management System Daily Check — [227, 844, 412, 857]
toc-section-number: 2.24 — [158, 456, 179, 469]
dot-leader: . . . . . . . . . . . . . . . . . . . . . . . . . . . . . . . . . . . . . . . . . . . . . . . . . . . . . . . . . . . . . . . . . . . . . . . . . . . . . . . . . . . . . . . . . . . . . . . . . . . . . . . . . . . . . . . . . . . . . . . . . . . . . . . . . . . . . . . . . . . . . . . . . . . . . . . . . . . . . . . . . . . . . . . . . . . . . . . . . . . . . . . . . . . . . . . . . . . . . . . . — [287, 220, 2289, 233]
toc-entry-line — [227, 775, 2393, 789]
